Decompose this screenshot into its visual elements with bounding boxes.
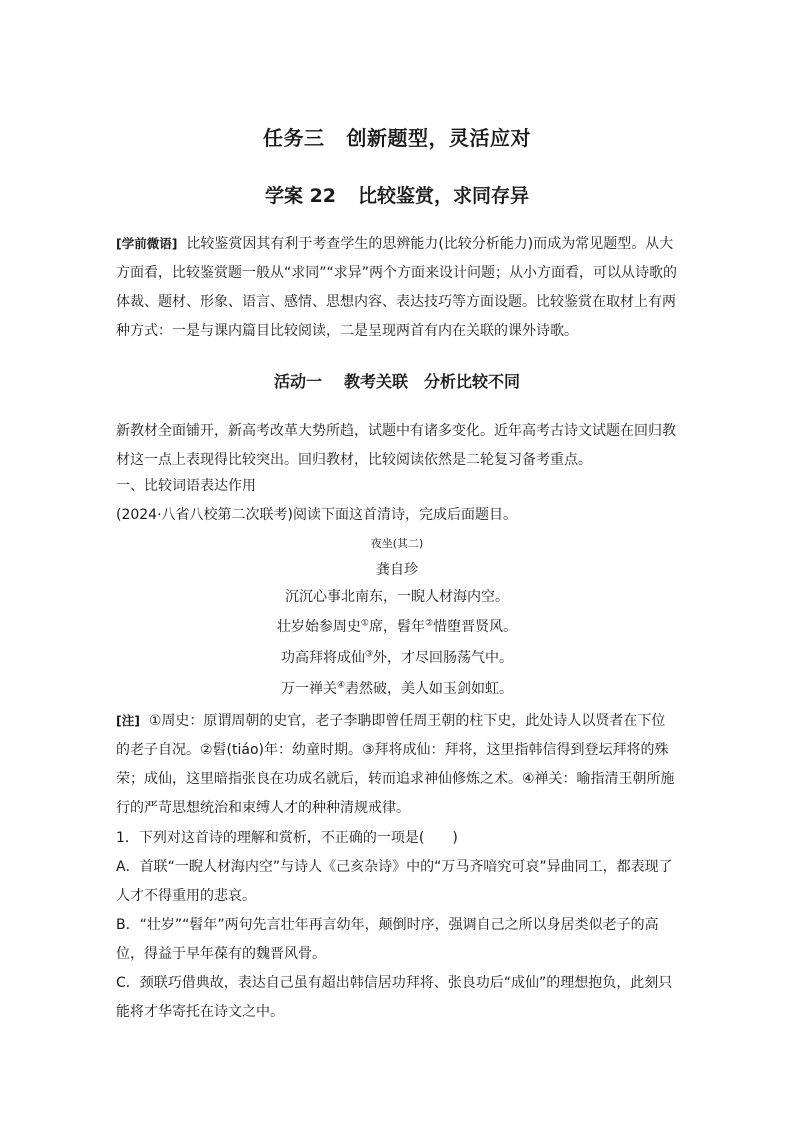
task-title: 创新题型，灵活应对 (346, 126, 531, 150)
source-line: (2024·八省八校第二次联考)阅读下面这首清诗，完成后面题目。 (116, 507, 518, 523)
intro-paragraph: 新教材全面铺开，新高考改革大势所趋，试题中有诸多变化。近年高考古诗文试题在回归教材这一点上表现得比较突出。回归教材，比较阅读依然是二轮复习备考重点。 (116, 423, 676, 468)
poem-text: 席，髫年 (369, 619, 425, 635)
option-c: C．颈联巧借典故，表达自己虽有超出韩信居功拜将、张良功后“成仙”的理想抱负，此刻只能将才华寄托在诗文之中。 (116, 975, 673, 1020)
poem-line (0, 586, 794, 606)
footnote-marker: ② (425, 618, 434, 629)
option-b: B．“壮岁”“髫年”两句先言壮年再言幼年，颠倒时序，强调自己之所以身居类似老子的高位，得益于早年葆有的魏晋风骨。 (116, 917, 659, 962)
question-stem: 1．下列对这首诗的理解和赏析，不正确的一项是( ) (116, 830, 458, 846)
case-heading (0, 181, 794, 208)
option-a: A．首联“一睨人材海内空”与诗人《己亥杂诗》中的“万马齐喑究可哀”异曲同工，都表现了人才不得重用的悲哀。 (116, 859, 673, 904)
poem-text: 外，才尽回肠荡气中。 (373, 650, 514, 666)
poem-text: 功高拜将成仙 (280, 650, 365, 666)
poem-text: 万一禅关 (280, 681, 337, 697)
case-label: 学案 22 (264, 185, 337, 207)
note-paragraph (116, 706, 678, 823)
poem-author: 龚自珍 (376, 562, 418, 578)
activity-heading (0, 369, 794, 392)
task-label: 任务三 (263, 126, 325, 150)
poem-text: 壮岁始参周史 (276, 619, 361, 635)
note-tag: [注] (116, 713, 140, 728)
activity-label: 活动一 (273, 372, 322, 391)
lead-paragraph (116, 229, 678, 346)
footnote-marker: ① (360, 618, 369, 629)
poem-line (0, 647, 794, 667)
task-heading (0, 122, 794, 151)
section-heading: 一、比较词语表达作用 (116, 478, 256, 494)
poem-line (0, 678, 794, 698)
poem-title: 夜坐(其二) (370, 537, 424, 550)
case-title: 比较鉴赏，求同存异 (358, 185, 530, 207)
footnote-marker: ④ (336, 680, 346, 691)
poem-line (0, 616, 794, 636)
poem-text: 砉然破，美人如玉剑如虹。 (345, 681, 514, 697)
activity-title: 教考关联 分析比较不同 (344, 372, 521, 391)
lead-text: 比较鉴赏因其有利于考查学生的思辨能力(比较分析能力)而成为常见题型。从大方面看，比较鉴赏题一般从“求同”“求异”两个方面来设计问题；从小方面看，可以从诗歌的体裁、题材、形象、语言、感情、思想内容、表达技巧等方面设题。比较鉴赏在取材上有两种方式：一是与课内篇目比较阅读，二是呈现两首有内在关联的课外诗歌。 (116, 236, 678, 339)
note-text: ①周史：原谓周朝的史官，老子李聃即曾任周王朝的柱下史，此处诗人以贤者在下位的老子自况。②髫(tiáo)年：幼童时期。③拜将成仙：拜将，这里指韩信得到登坛拜将的殊荣；成仙，这里暗指张良在功成名就后，转而追求神仙修炼之术。④禅关：喻指清王朝所施行的严苛思想统治和束缚人才的种种清规戒律。 (116, 713, 675, 816)
poem-text: 惜堕晋贤风。 (433, 619, 518, 635)
lead-tag: [学前微语] (116, 236, 178, 251)
footnote-marker: ③ (364, 649, 374, 660)
poem-text: 沉沉心事北南东，一睨人材海内空。 (285, 589, 509, 605)
